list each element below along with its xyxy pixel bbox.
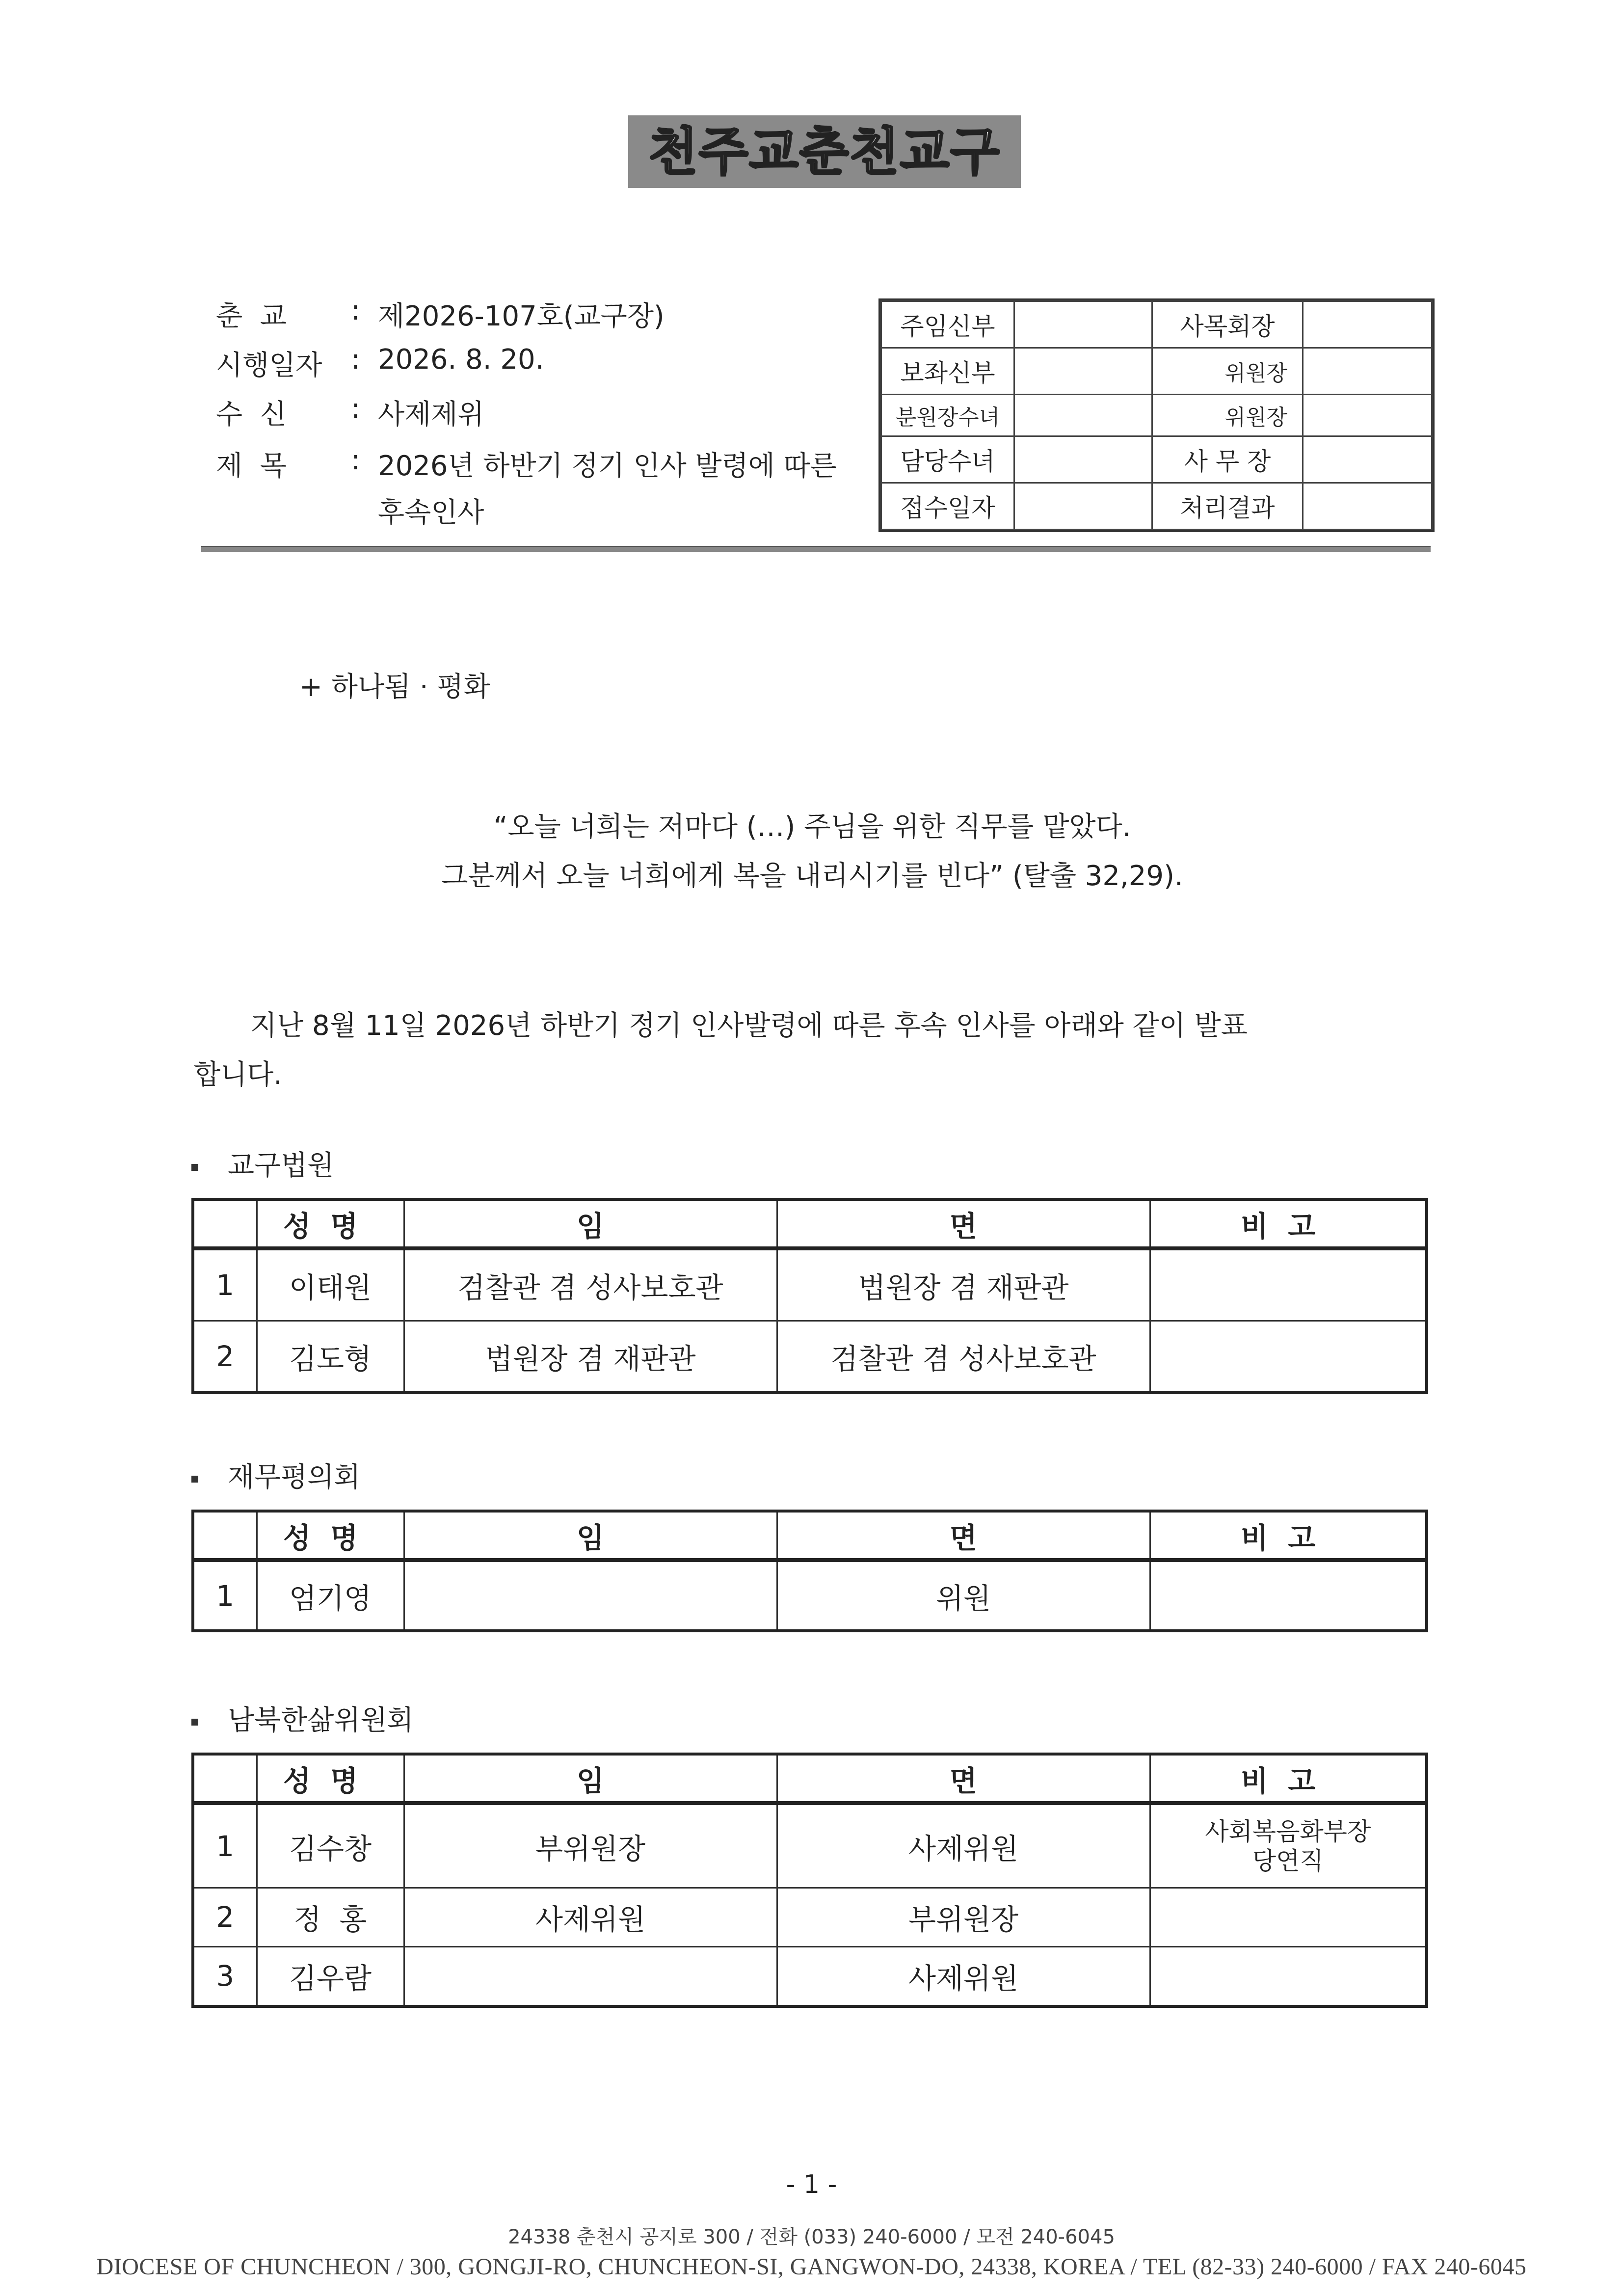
subject-label: 제 목 (216, 450, 287, 482)
row-number: 1 (193, 1560, 257, 1631)
recipient-value: 사제제위 (378, 399, 484, 431)
remarks (1150, 1248, 1427, 1321)
header-cell-note: 비고 (1150, 1199, 1427, 1248)
footer-address-korean: 24338 춘천시 공지로 300 / 전화 (033) 240-6000 / 모전 240-6045 (508, 2226, 1115, 2248)
colon: : (351, 295, 360, 326)
routing-label: 주임신부 (881, 301, 1014, 348)
section-title (191, 1456, 360, 1495)
header-cell-im: 임 (404, 1199, 777, 1248)
row-number: 3 (193, 1946, 257, 2006)
table-finance-council (191, 1510, 1428, 1632)
quote-line-2: 그분께서 오늘 너희에게 복을 내리시기를 빈다” (탈출 32,29). (441, 860, 1183, 892)
person-name: 엄기영 (257, 1560, 404, 1631)
header-cell-name: 성명 (257, 1754, 404, 1803)
header-cell-myeon: 면 (777, 1199, 1150, 1248)
table-row (193, 1321, 1427, 1393)
table-row (193, 1946, 1427, 2006)
routing-entry (1014, 483, 1152, 529)
header-cell-name: 성명 (257, 1199, 404, 1248)
previous-post: 검찰관 겸 성사보호관 (404, 1248, 777, 1321)
row-number: 2 (193, 1888, 257, 1947)
section-title (191, 1144, 334, 1183)
intro-line-1: 지난 8월 11일 2026년 하반기 정기 인사발령에 따른 후속 인사를 아래와 같이 발표 (250, 1010, 1248, 1042)
routing-label: 사 무 장 (1152, 436, 1303, 483)
section-title-text: 재무평의회 (228, 1461, 361, 1493)
bullet-icon (191, 1164, 198, 1171)
table-header-row (193, 1199, 1427, 1248)
recipient-label: 수 신 (216, 399, 287, 431)
header-cell-myeon: 면 (777, 1754, 1150, 1803)
row-number: 1 (193, 1248, 257, 1321)
person-name: 이태원 (257, 1248, 404, 1321)
routing-label: 처리결과 (1152, 483, 1303, 529)
remarks (1150, 1560, 1427, 1631)
routing-entry (1014, 395, 1152, 436)
header-cell-note: 비고 (1150, 1754, 1427, 1803)
section-title (191, 1699, 414, 1738)
routing-label: 사목회장 (1152, 301, 1303, 348)
remarks (1150, 1321, 1427, 1393)
quote-line-1: “오늘 너희는 저마다 (…) 주님을 위한 직무를 맡았다. (493, 811, 1131, 843)
subject-line-2: 후속인사 (378, 497, 484, 529)
header-cell-no (193, 1754, 257, 1803)
released-post: 검찰관 겸 성사보호관 (777, 1321, 1150, 1393)
routing-entry (1303, 395, 1432, 436)
person-name: 정 홍 (257, 1888, 404, 1947)
routing-label: 위원장 (1152, 395, 1303, 436)
remarks (1150, 1803, 1427, 1888)
table-court (191, 1198, 1428, 1394)
header-cell-no (193, 1199, 257, 1248)
previous-post (404, 1946, 777, 2006)
person-name: 김우람 (257, 1946, 404, 2006)
routing-box (878, 298, 1435, 532)
routing-label: 분원장수녀 (881, 395, 1014, 436)
person-name: 김수창 (257, 1803, 404, 1888)
greeting: + 하나됨 · 평화 (299, 671, 490, 703)
header-cell-myeon: 면 (777, 1511, 1150, 1560)
doc-number-label: 춘 교 (216, 300, 287, 332)
previous-post: 사제위원 (404, 1888, 777, 1947)
row-number: 1 (193, 1803, 257, 1888)
colon: : (351, 344, 360, 376)
released-post: 사제위원 (777, 1946, 1150, 2006)
table-header-row (193, 1511, 1427, 1560)
released-post: 사제위원 (777, 1803, 1150, 1888)
routing-label: 접수일자 (881, 483, 1014, 529)
colon: : (351, 444, 360, 476)
routing-row (881, 348, 1432, 395)
routing-entry (1303, 483, 1432, 529)
bullet-icon (191, 1476, 198, 1483)
previous-post (404, 1560, 777, 1631)
header-cell-note: 비고 (1150, 1511, 1427, 1560)
routing-entry (1014, 301, 1152, 348)
routing-row (881, 395, 1432, 436)
footer-address-english: DIOCESE OF CHUNCHEON / 300, GONGJI-RO, CHUNCHEON-SI, GANGWON-DO, 24338, KOREA / TEL (82-33) 240-6000 / FAX 240-6045 (96, 2254, 1527, 2280)
doc-number: 제2026-107호(교구장) (378, 300, 665, 332)
routing-entry (1014, 436, 1152, 483)
routing-row (881, 436, 1432, 483)
header-cell-no (193, 1511, 257, 1560)
routing-entry (1014, 348, 1152, 395)
routing-label: 담당수녀 (881, 436, 1014, 483)
intro-line-2: 합니다. (194, 1059, 283, 1091)
released-post: 위원 (777, 1560, 1150, 1631)
section-title-text: 교구법원 (228, 1150, 334, 1182)
letterhead: 천주교춘천교구 (628, 115, 1021, 188)
routing-row (881, 483, 1432, 529)
routing-entry (1303, 301, 1432, 348)
subject-line-1: 2026년 하반기 정기 인사 발령에 따른 (378, 450, 837, 482)
remarks-line-1: 사회복음화부장 (1205, 1817, 1371, 1846)
routing-entry (1303, 436, 1432, 483)
table-row (193, 1803, 1427, 1888)
routing-label: 위원장 (1152, 348, 1303, 395)
released-post: 법원장 겸 재판관 (777, 1248, 1150, 1321)
date-value: 2026. 8. 20. (378, 344, 544, 376)
routing-label: 보좌신부 (881, 348, 1014, 395)
remarks (1150, 1888, 1427, 1947)
colon: : (351, 393, 360, 425)
header-cell-name: 성명 (257, 1511, 404, 1560)
header-cell-im: 임 (404, 1754, 777, 1803)
row-number: 2 (193, 1321, 257, 1393)
table-row (193, 1888, 1427, 1947)
released-post: 부위원장 (777, 1888, 1150, 1947)
person-name: 김도형 (257, 1321, 404, 1393)
previous-post: 부위원장 (404, 1803, 777, 1888)
remarks (1150, 1946, 1427, 2006)
section-title-text: 남북한삶위원회 (228, 1704, 414, 1736)
remarks-line-2: 당연직 (1252, 1846, 1324, 1875)
routing-entry (1303, 348, 1432, 395)
date-label: 시행일자 (216, 350, 322, 381)
routing-table (880, 300, 1433, 530)
table-north-south-committee (191, 1753, 1428, 2008)
table-header-row (193, 1754, 1427, 1803)
header-divider (201, 546, 1431, 552)
table-row (193, 1248, 1427, 1321)
header-cell-im: 임 (404, 1511, 777, 1560)
previous-post: 법원장 겸 재판관 (404, 1321, 777, 1393)
routing-row (881, 301, 1432, 348)
bullet-icon (191, 1719, 198, 1726)
table-row (193, 1560, 1427, 1631)
page-number: - 1 - (786, 2170, 837, 2199)
